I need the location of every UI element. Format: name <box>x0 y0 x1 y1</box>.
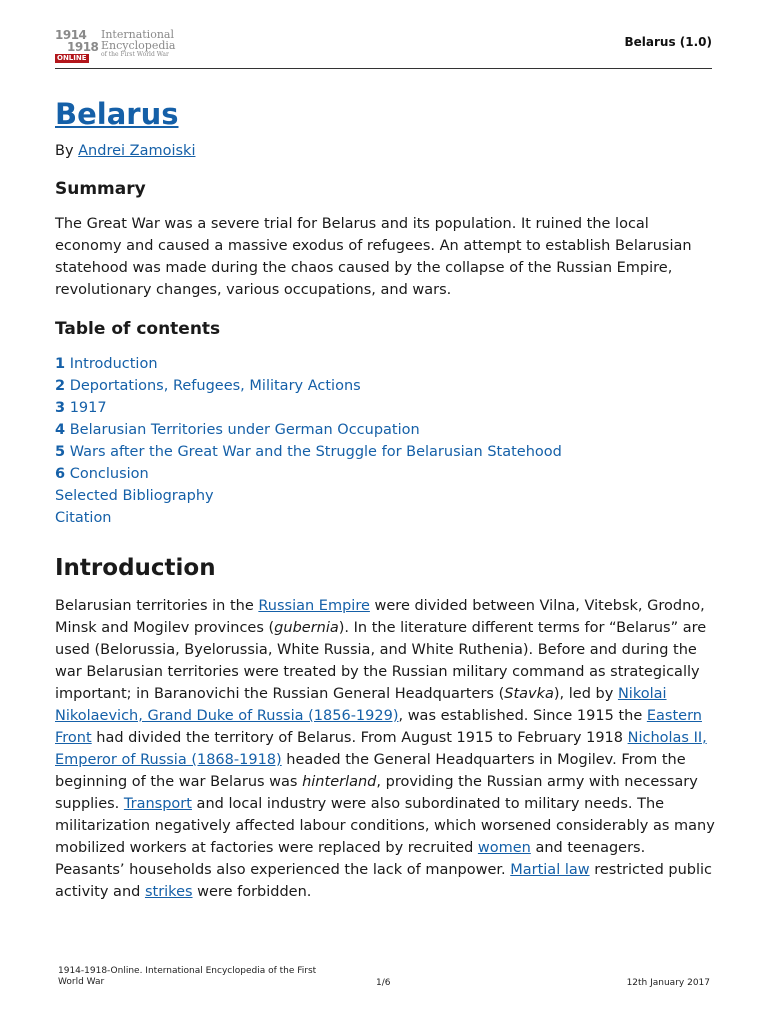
toc-label: Deportations, Refugees, Military Actions <box>69 378 361 394</box>
footer-date: 12th January 2017 <box>626 978 710 988</box>
toc-label: Belarusian Territories under German Occupation <box>69 422 420 438</box>
link-strikes[interactable]: strikes <box>144 884 193 900</box>
text-run: were divided between Vilna, Vitebsk, Grodno, Minsk and Mogilev provinces ( <box>55 598 705 636</box>
page-header <box>55 28 712 68</box>
toc-label: Citation <box>55 510 112 526</box>
toc-heading: Table of contents <box>55 319 221 339</box>
toc-label: Selected Bibliography <box>55 488 214 504</box>
logo-wordmark <box>101 29 175 59</box>
introduction-text <box>55 595 715 903</box>
toc-number: 6 <box>55 466 66 482</box>
toc-number: 3 <box>55 400 66 416</box>
toc-number: 5 <box>55 444 66 460</box>
text-run: restricted public activity and <box>55 862 713 900</box>
page-footer <box>58 966 710 992</box>
toc-label: 1917 <box>69 400 107 416</box>
toc-number: 1 <box>55 356 66 372</box>
article-body <box>55 95 715 903</box>
text-run: and teenagers. Peasants’ households also experienced the lack of manpower. <box>55 840 646 878</box>
link-grand-duke-nikolai[interactable]: Nikolai Nikolaevich, Grand Duke of Russia (1856-1929) <box>55 686 667 724</box>
text-run: and local industry were also subordinated to military needs. The militarization negatively affected labour conditions, which worsened considerably as many mobilized workers at factories were replaced by recruited <box>55 796 715 856</box>
link-nicholas-ii[interactable]: Nicholas II, Emperor of Russia (1868-1918) <box>55 730 707 768</box>
document-id: Belarus (1.0) <box>624 35 712 49</box>
logo-line-3: of the First World War <box>101 51 169 58</box>
text-run: ), led by <box>553 686 618 702</box>
toc-item-introduction[interactable] <box>55 353 715 375</box>
logo-mark <box>55 28 99 62</box>
table-of-contents <box>55 353 715 529</box>
encyclopedia-logo[interactable] <box>55 28 175 64</box>
byline <box>55 141 715 161</box>
text-run: Belarusian territories in the <box>55 598 259 614</box>
summary-text: The Great War was a severe trial for Belarus and its population. It ruined the local economy and caused a massive exodus of refugees. An attempt to establish Belarusian statehood was made during the chaos caused by the collapse of the Russian Empire, revolutionary changes, various occupations, and wars. <box>55 216 692 298</box>
header-divider <box>55 68 712 69</box>
logo-year-top: 1914 <box>55 28 87 42</box>
italic-term: Stavka <box>504 686 554 702</box>
toc-item-bibliography[interactable] <box>55 485 715 507</box>
toc-item-citation[interactable] <box>55 507 715 529</box>
link-transport[interactable]: Transport <box>123 796 192 812</box>
summary-heading: Summary <box>55 179 146 199</box>
toc-number: 2 <box>55 378 66 394</box>
text-run: headed the General Headquarters in Mogilev. From the beginning of the war Belarus was <box>55 752 686 790</box>
article-title[interactable]: Belarus <box>55 97 179 131</box>
link-women[interactable]: women <box>477 840 531 856</box>
text-run: were forbidden. <box>192 884 312 900</box>
italic-term: gubernia <box>274 620 339 636</box>
footer-source: 1914-1918-Online. International Encyclopedia of the First World War <box>58 966 317 987</box>
link-russian-empire[interactable]: Russian Empire <box>258 598 370 614</box>
toc-item-wars-after[interactable] <box>55 441 715 463</box>
toc-number: 4 <box>55 422 66 438</box>
toc-label: Conclusion <box>69 466 149 482</box>
toc-item-1917[interactable] <box>55 397 715 419</box>
text-run: ). In the literature different terms for “Belarus” are used (Belorussia, Byelorussia, White Russia, and White Ruthenia). Before and during the war Belarusian territories were treated by the Russian military command as strategically important; in Baranovichi the Russian General Headquarters ( <box>55 620 707 702</box>
author-link[interactable]: Andrei Zamoiski <box>78 143 196 159</box>
text-run: , providing the Russian army with necessary supplies. <box>55 774 698 812</box>
text-run: , was established. Since 1915 the <box>398 708 647 724</box>
link-eastern-front[interactable]: Eastern Front <box>55 708 702 746</box>
introduction-heading: Introduction <box>55 555 216 581</box>
text-run: had divided the territory of Belarus. From August 1915 to February 1918 <box>91 730 628 746</box>
logo-line-2: Encyclopedia <box>101 39 176 52</box>
by-label: By <box>55 143 74 159</box>
toc-item-deportations[interactable] <box>55 375 715 397</box>
page-number: 1/6 <box>376 978 391 988</box>
toc-label: Introduction <box>69 356 158 372</box>
toc-item-conclusion[interactable] <box>55 463 715 485</box>
logo-online: ONLINE <box>57 54 87 62</box>
link-martial-law[interactable]: Martial law <box>510 862 590 878</box>
logo-line-1: International <box>101 28 174 41</box>
toc-label: Wars after the Great War and the Struggle for Belarusian Statehood <box>69 444 562 460</box>
toc-item-german-occupation[interactable] <box>55 419 715 441</box>
italic-term: hinterland <box>302 774 377 790</box>
logo-year-bottom: 1918 <box>67 40 99 54</box>
